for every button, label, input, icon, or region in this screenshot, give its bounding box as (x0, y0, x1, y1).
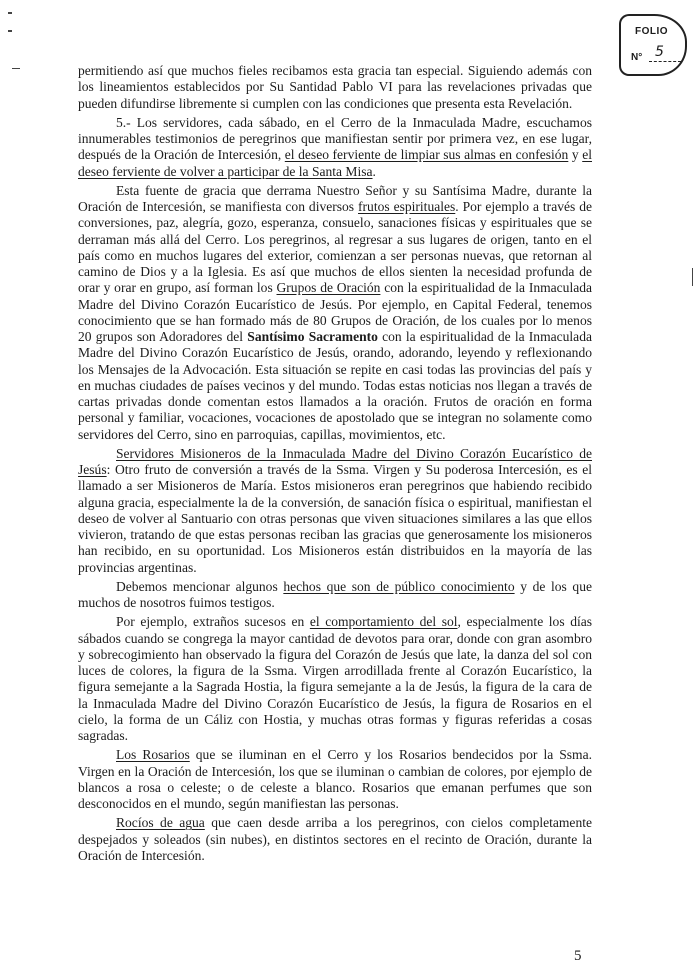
text-run: , especialmente los días sábados cuando se congrega la mayor cantidad de devotos para orar, donde con gran asombro y sobrecogimiento han observado la figura del Corazón de Jesús que late, la danza del sol con luces de colores, la figura de la Ssma. Virgen arrodillada frente al Corazón Eucarístico, la figura semejante a la Sagrada Hostia, la figura semejante a la de Jesús, la figura de la cara de la Inmaculada Madre del Divino Corazón Eucarístico de Jesús, la figura de Rosarios en el cielo, la forma de un Cáliz con Hostia, y muchas otras formas y figuras referidas a cosas sagradas. (78, 614, 593, 743)
underlined-text: el comportamiento del sol (309, 614, 458, 630)
paragraph (78, 747, 592, 812)
body-text (78, 63, 592, 864)
folio-label: FOLIO (635, 26, 669, 37)
page-number: 5 (574, 948, 582, 964)
text-run: con la espiritualidad de la Inmaculada Madre del Divino Corazón Eucarístico de Jesús. Por ejemplo, en Capital Federal, tenemos conocimiento que se han formado más de 80 Grupos de Oración, de los cuales por lo menos 20 grupos son Adoradores del (78, 280, 593, 344)
text-run: Debemos mencionar algunos (116, 578, 284, 594)
underlined-text: Grupos de Oración (276, 280, 381, 296)
underlined-text: hechos que son de público conocimiento (283, 578, 515, 594)
text-run: que caen desde arriba a los peregrinos, con cielos completamente despejados y soleados (sin nubes), en distintos sectores en el recinto de Oración, durante la Oración de Intercesión. (78, 815, 592, 863)
text-run: . Por ejemplo a través de conversiones, paz, alegría, gozo, esperanza, consuelo, sanaciones físicas y espirituales que se derraman más allá del Cerro. Los peregrinos, al regresar a sus lugares de origen, tanto en el país como en muchos lugares del exterior, comienzan a ser personas nuevas, que retornan al camino de Dios y a la Iglesia. Es así que muchos de ellos sienten la necesidad profunda de orar y orar en grupo, así forman los (78, 199, 592, 296)
text-run: con la espiritualidad de la Inmaculada Madre del Divino Corazón Eucarístico de Jesús, orando, adorando, leyendo y reflexionando los Mensajes de la Advocación. Esta situación se repite en casi todas las provincias del país y en muchas ciudades de países vecinos y del mundo. Todas estas noticias nos llegan a través de cartas privadas donde comentan estos llamados a la oración. Frutos de oración en forma personal y familiar, vocaciones, vocaciones de apostolado que se integran no solamente como servidores del Cerro, sino en parroquias, capillas, movimientos, etc. (78, 329, 592, 442)
underlined-text: Los Rosarios (116, 747, 190, 763)
text-run: . (372, 163, 376, 179)
text-run: y de los que muchos de nosotros fuimos testigos. (78, 578, 592, 610)
folio-stamp (619, 14, 687, 76)
text-run: : Otro fruto de conversión a través de la Ssma. Virgen y Su poderosa Intercesión, es el llamado a ser Misioneros de María. Estos misioneros eran peregrinos que habiendo recibido alguna gracia, especialmente la de la conversión, de sanación física o espiritual, manifiestan el deseo de volver al Santuario con otras personas que viven situaciones similares a las que ellos vivieron, tratando de que estas personas reciban las gracias que generosamente los misioneros han recibido, en su oportunidad. Los Misioneros están distribuidos en la mayoría de las provincias argentinas. (78, 462, 592, 575)
paragraph (78, 183, 592, 443)
paragraph (78, 115, 592, 180)
underlined-text: frutos espirituales (358, 199, 456, 214)
text-run: permitiendo así que muchos fieles recibamos esta gracia tan especial. Siguiendo además con los lineamientos establecidos por Su Santidad Pablo VI para las revelaciones privadas que pueden difundirse libremente si cumplen con las condiciones que presenta esta Revelación. (78, 63, 592, 111)
folio-number: 5 (655, 44, 664, 60)
margin-mark (8, 30, 12, 32)
underlined-text: Servidores Misioneros de la Inmaculada Madre del Divino Corazón Eucarístico de Jesús (78, 445, 592, 477)
margin-mark (692, 268, 693, 286)
text-run: Por ejemplo, extraños sucesos en (116, 614, 310, 630)
bold-text: Santísimo Sacramento (247, 329, 378, 344)
folio-number-label: N° (631, 52, 643, 63)
folio-number-line (649, 61, 681, 62)
paragraph (78, 815, 592, 864)
text-run: que se iluminan en el Cerro y los Rosarios bendecidos por la Ssma. Virgen en la Oración de Intercesión, los que se iluminan o cambian de colores, por ejemplo de blancos a rosa o celeste; o de celeste a blanco. Rosarios que emanan perfumes que son desconocidos en el mundo, según manifiestan las personas. (78, 747, 592, 811)
text-run: y (568, 147, 583, 163)
paragraph (78, 579, 592, 612)
underlined-text: Rocíos de agua (116, 815, 205, 831)
text-run: 5.- Los servidores, cada sábado, en el Cerro de la Inmaculada Madre, escuchamos innumerables testimonios de peregrinos que manifiestan sentir por primera vez, en ese lugar, después de la Oración de Intercesión, (78, 114, 592, 163)
paragraph (78, 446, 592, 576)
underlined-text: el deseo ferviente de volver a participar de la Santa Misa (78, 147, 592, 179)
margin-mark (12, 68, 20, 69)
paragraph (78, 614, 592, 744)
margin-mark (8, 12, 12, 14)
paragraph (78, 63, 592, 112)
underlined-text: el deseo ferviente de limpiar sus almas en confesión (284, 147, 569, 163)
text-run: Esta fuente de gracia que derrama Nuestro Señor y su Santísima Madre, durante la Oración de Intercesión, se manifiesta con diversos (78, 182, 592, 214)
